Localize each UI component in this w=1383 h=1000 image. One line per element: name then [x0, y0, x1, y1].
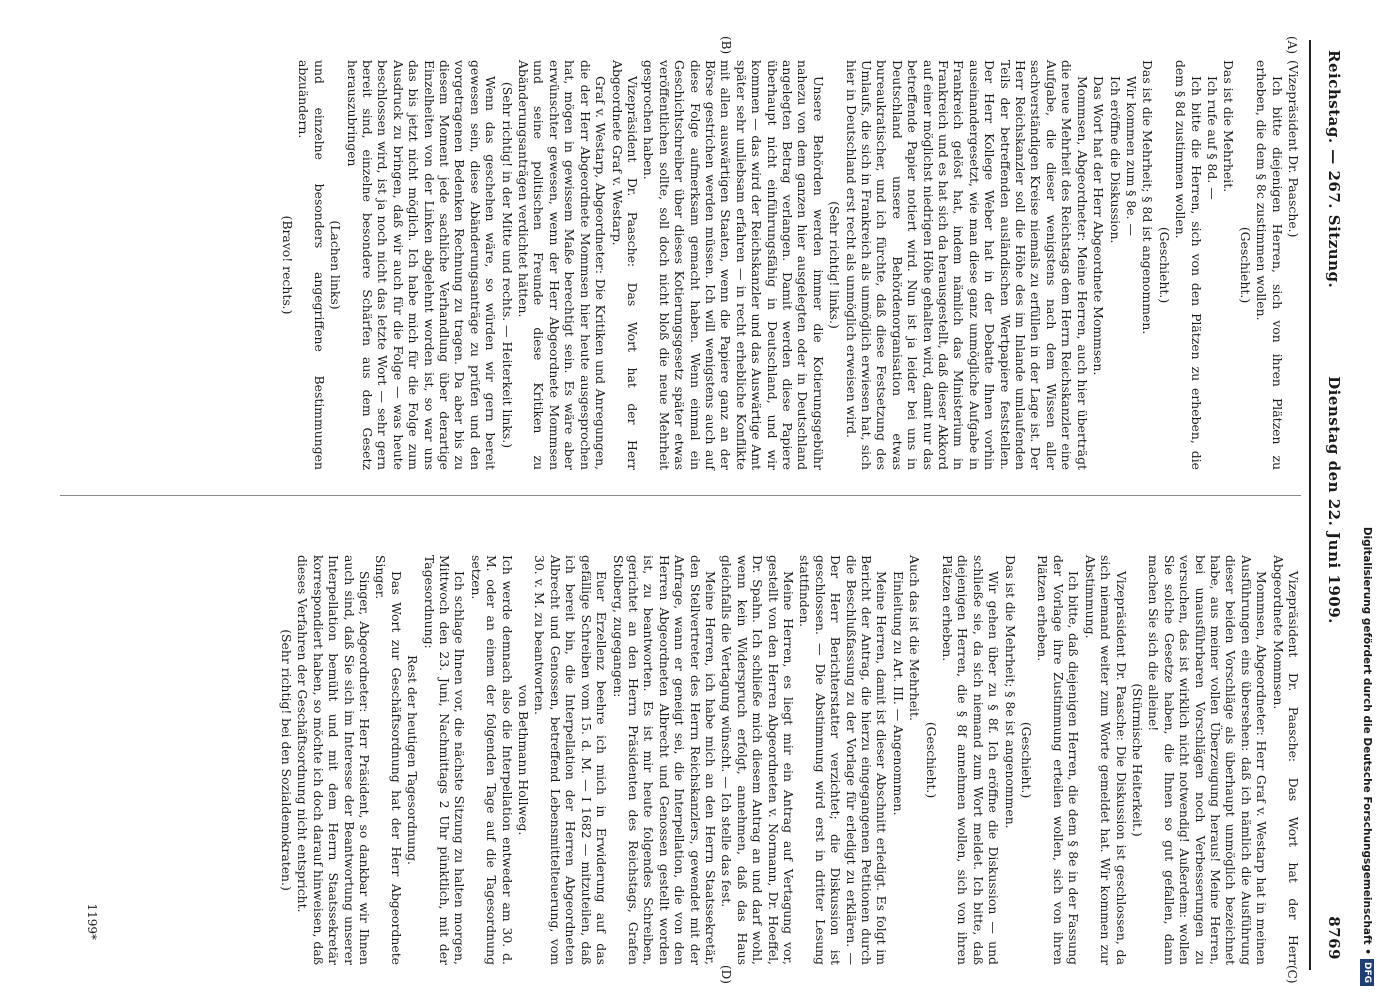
margin-mark-d: (D) [719, 965, 733, 984]
paragraph: Ich werde demnach also die Interpellation entweder am 30. d. M. oder an einem der folgenden Tage auf die Tagesordnung setzen. [468, 555, 515, 965]
paragraph: Meine Herren, es liegt mir ein Antrag auf Vertagung vor, gestellt von den Herren Abgeordneten v. Normann, Dr. Hoeffel, Dr. Spahn. Ich schließe mich diesem Antrag an und darf wohl, wenn kein Widerspruch erfolgt, annehmen, daß das Haus gleichfalls die Vertagung wünscht. — Ich stelle das fest. [719, 555, 796, 965]
paragraph: (Lachen links) [328, 220, 344, 310]
paragraph: Das ist die Mehrheit; § 8e ist angenommen. [1002, 555, 1018, 829]
paragraph: Singer, Abgeordneter: Herr Präsident, so dankbar wir Ihnen auch sind, daß Sie sich im Interesse der Beantwortung unserer Interpellation bemüht und mit dem Herrn Staatssekretär korrespondiert haben, so möchte ich doch darauf hinweisen, daß dieses Verfahren der Geschäftsordnung nicht entspricht. [295, 555, 373, 965]
margin-mark-c: (C) [1285, 965, 1299, 984]
paragraph: Das ist die Mehrheit; § 8d ist angenommen. [1140, 60, 1156, 335]
paragraph: (Geschieht.) [923, 721, 939, 799]
dfg-logo-badge: DFG [1360, 959, 1374, 986]
digitization-note-text: Digitalisierung gefördert durch die Deutsche Forschungsgemeinschaft • [1361, 526, 1373, 955]
paragraph: Ich schlage Ihnen vor, die nächste Sitzung zu halten morgen, Mittwoch den 23. Juni, Nachmittags 2 Uhr pünktlich, mit der Tagesordnung: [421, 555, 468, 965]
paragraph: Wenn das geschehen wäre, so würden wir gern bereit gewesen sein, diese Abänderungsanträge zu prüfen und den vorgetragenen Bedenken Rechnung zu tragen. Da aber bis zu diesem Moment jede sachliche Verhandlung über derartige Einzelheiten von der Linken abgelehnt worden ist, so war uns das bis jetzt nicht möglich. Ich habe mich für die Folge zum Ausdruck zu bringen, daß wir auch für die Folge — was heute beschlossen wird, ist ja noch nicht das letzte Wort — sehr gern bereit sind, einzelne besondere Schärfen aus dem Gesetz herauszubringen [344, 60, 499, 470]
paragraph: Meine Herren, ich habe mich an den Herrn Staatssekretär, den Stellvertreter des Herrn Reichskanzlers, gewendet mit der Anfrage, wann er geneigt sei, die Interpellation, die von den Herren Abgeordneten Albrecht und Genossen gestellt worden ist, zu beantworten. Es ist mir heute folgendes Schreiben, gerichtet an den Herrn Präsidenten des Reichstags, Grafen Stolberg, zugegangen: [610, 555, 718, 965]
paragraph: Ich eröffne die Diskussion. [1107, 76, 1123, 244]
paragraph: Mommsen, Abgeordneter: Herr Graf v. Westarp hat in meinen Ausführungen eins übersehen: daß ich nämlich die Ausführung dieser beiden Vorschläge als überhaupt unmöglich bezeichnet habe, aus meiner vollen Überzeugung heraus! Meine Herren, bei unausführbaren Vorschlägen noch Verbesserungen zu versuchen, das ist wirklich nicht notwendig! Außerdem: wollen Sie solche Gesetze haben, die Ihnen so gut gefallen, dann machen Sie sich die alleine! [1146, 555, 1270, 965]
paragraph: Meine Herren, damit ist dieser Abschnitt erledigt. Es folgt im Bericht der Antrag, die hierzu eingegangenen Petitionen durch die Beschlußfassung zu der Vorlage für erledigt zu erklären. — Der Herr Berichterstatter verzichtet; die Diskussion ist geschlossen. — Die Abstimmung wird erst in dritter Lesung stattfinden. [797, 555, 890, 965]
paragraph: von Bethmann Hollweg. [516, 684, 532, 836]
paragraph: und einzelne besonders angegriffene Bestimmungen abzuändern. [296, 60, 327, 470]
paragraph: (Geschieht.) [1237, 226, 1253, 304]
column-divider [60, 495, 1301, 496]
paragraph: Unsere Behörden werden immer die Kotierungsgebühr nahezu von dem ganzen hier ausgelegten oder in Deutschland angelegten Betrag verlangen. Damit werden diese Papiere überhaupt nicht einführungsfähig in Deutschland, und wir kommen — das wird der Reichskanzler und das Auswärtige Amt später sehr unliebsam erfahren — in recht erhebliche Konflikte mit allen auswärtigen Staaten, wenn die Papiere ganz an der Börse gestrichen werden müssen. Ich will wenigstens auch auf diese Folge aufmerksam gemacht haben. Wenn einmal ein Geschichtschreiber über dieses Kotierungsgesetz später etwas veröffentlichen sollte, soll doch nicht bloß die neue Mehrheit gesprochen haben. [641, 60, 826, 470]
text-column-left [279, 60, 1301, 470]
paragraph: Ich rufe auf § 8d. — [1204, 76, 1220, 200]
paragraph: Das ist die Mehrheit. [1221, 60, 1237, 193]
paragraph: (Sehr richtig! in der Mitte und rechts. — Heiterkeit links.) [499, 81, 515, 449]
paragraph: (Geschieht.) [1019, 721, 1035, 799]
paragraph: Wir gehen über zu § 8f. Ich eröffne die Diskussion — und schließe sie, da sich niemand zum Wort meldet. Ich bitte, daß diejenigen Herren, die § 8f annehmen wollen, sich von ihren Plätzen erheben. [940, 555, 1002, 965]
digitization-note-strip [1352, 0, 1382, 1000]
text-column-right [278, 555, 1301, 965]
digitization-note [1352, 0, 1382, 1000]
paragraph: Ich bitte diejenigen Herren, sich von ihren Plätzen zu erheben, die dem § 8c zustimmen wollen. [1254, 60, 1285, 470]
page-header-left: Reichstag. — 267. Sitzung. [1325, 50, 1343, 289]
paragraph: Das Wort hat der Herr Abgeordnete Mommsen. [1091, 76, 1107, 376]
paragraph: Auch das ist die Mehrheit. [907, 555, 923, 721]
paragraph: Mommsen, Abgeordneter: Meine Herren, auch hier überträgt die neue Mehrheit des Reichstags dem Herrn Reichskanzler eine Aufgabe, die dieser wenigstens nach dem Wissen aller sachverständigen Kreise niemals zu erfüllen in der Lage ist. Der Herr Reichskanzler soll die Höhe des im Inlande umlaufenden Teils der betreffenden ausländischen Wertpapiere feststellen. Der Herr Kollege Weber hat in der Debatte Ihnen vorhin auseinandergesetzt, wie man diese ganz unmögliche Aufgabe in Frankreich gelöst hat, indem nämlich das Ministerium in Frankreich und es hat sich da herausgestellt, daß dieser Akkord auf einer möglichst niedrigen Höhe gehalten wird, damit nur das betreffende Papier notiert wird. Nun ist ja leider bei uns in Deutschland unsere Behördenorganisation etwas bureaukratischer, und ich fürchte, daß diese Festsetzung des Umlaufs, die sich in Frankreich als unmöglich erwiesen hat, sich hier in Deutschland erst recht als unmöglich erweisen wird. [843, 60, 1090, 470]
paragraph: (Stürmische Heiterkeit.) [1129, 683, 1145, 837]
paragraph: Das Wort zur Geschäftsordnung hat der Herr Abgeordnete Singer. [373, 555, 404, 965]
margin-mark-a: (A) [1285, 36, 1299, 55]
page-header-date: Dienstag den 22. Juni 1909. [1325, 376, 1343, 624]
paragraph: Vizepräsident Dr. Paasche: Das Wort hat der Herr Abgeordnete Mommsen. [1270, 555, 1301, 965]
paragraph: Euer Erzellenz beehre ich mich in Erwiderung auf das gefällige Schreiben vom 15. d. M. — I 1682 — mitzuteilen, daß ich bereit bin, die Interpellation der Herren Abgeordneten Albrecht und Genossen, betreffend Lebensmittelteuerung, vom 30. v. M. zu beantworten. [532, 555, 610, 965]
paragraph: Vizepräsident Dr. Paasche: Die Diskussion ist geschlossen, da sich niemand weiter zum Worte gemeldet hat. Wir kommen zur Abstimmung. [1082, 555, 1129, 965]
paragraph: Ich bitte, daß diejenigen Herren, die dem § 8e in der Fassung der Vorlage ihre Zustimmung erteilen wollen, sich von ihren Plätzen erheben. [1035, 555, 1082, 965]
footer-sheet-number: 1199* [85, 903, 99, 940]
paragraph: (Sehr richtig! links.) [827, 201, 843, 329]
margin-mark-b: (B) [719, 36, 733, 55]
paragraph: (Vizepräsident Dr. Paasche.) [1286, 60, 1301, 238]
paragraph: (Geschieht.) [1156, 226, 1172, 304]
paragraph: Rest der heutigen Tagesordnung. [405, 655, 421, 865]
header-rule [1309, 40, 1311, 970]
paragraph: Ich bitte die Herren, sich von den Plätzen zu erheben, die dem § 8d zustimmen wollen. [1173, 60, 1204, 470]
paragraph: Vizepräsident Dr. Paasche: Das Wort hat der Herr Abgeordnete Graf v. Westarp. [609, 60, 640, 470]
paragraph: (Bravo! rechts.) [280, 215, 295, 315]
paragraph: Graf v. Westarp, Abgeordneter: Die Kritiken und Anregungen, die der Herr Abgeordnete Mommsen hier heute ausgesprochen hat, mögen in gewissem Maße berechtigt sein. Es wäre aber erwünschter gewesen, wenn der Herr Abgeordnete Mommsen und seine politischen Freunde diese Kritiken zu Abänderungsanträgen verdichtet hätten. [516, 60, 609, 470]
paragraph: Einleitung zu Art. III. — Angenommen. [890, 571, 906, 816]
paragraph: (Sehr richtig! bei den Sozialdemokraten.) [279, 629, 294, 891]
page-number: 8769 [1325, 916, 1343, 960]
paragraph: Wir kommen zum § 8e. — [1123, 76, 1139, 236]
